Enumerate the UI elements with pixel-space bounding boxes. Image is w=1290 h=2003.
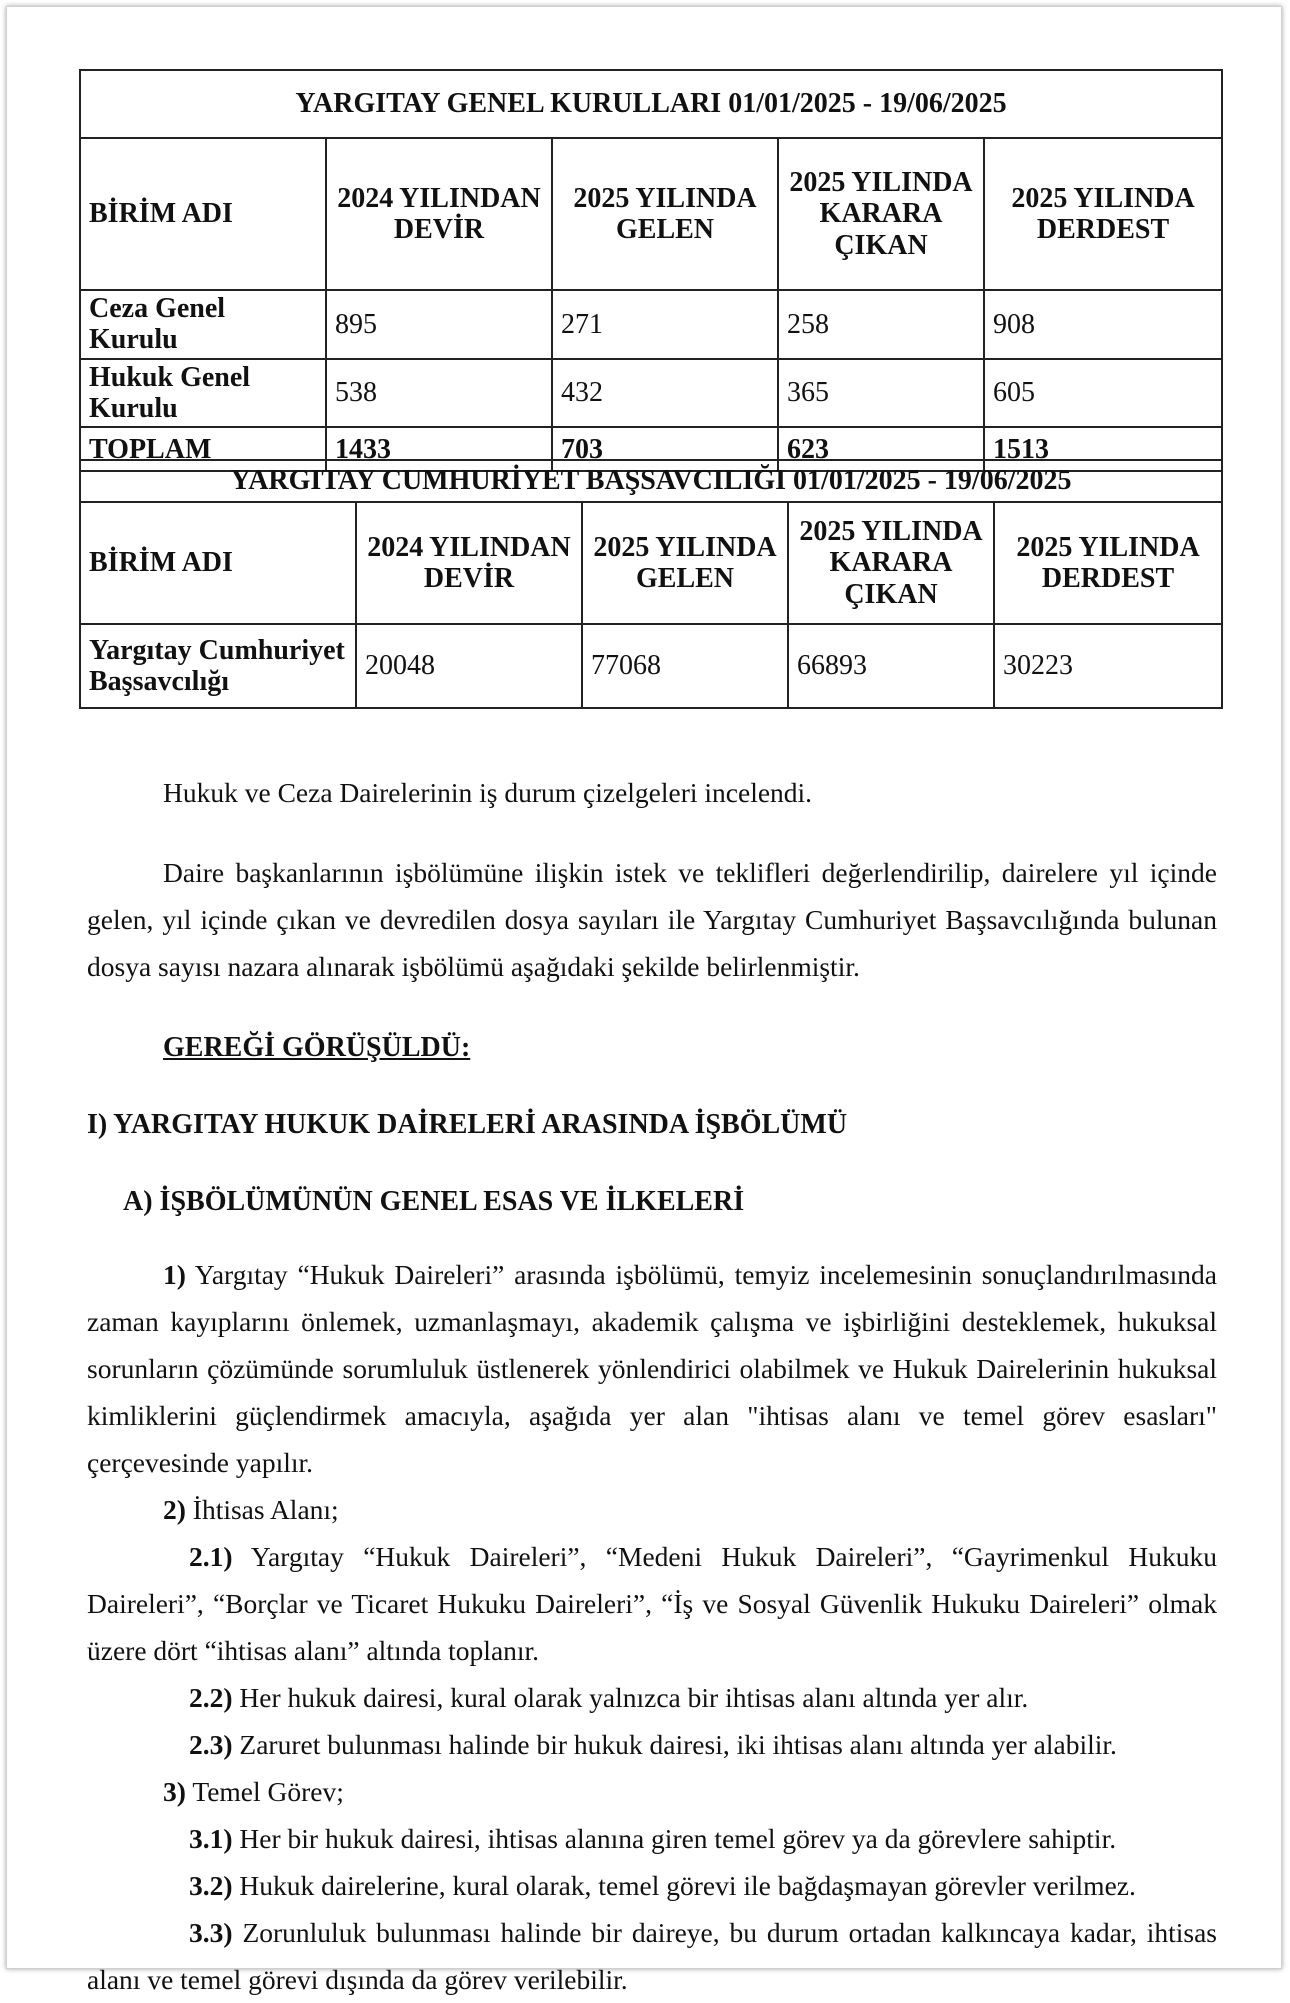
section-heading: I) YARGITAY HUKUK DAİRELERİ ARASINDA İŞBÖLÜMÜ — [87, 1109, 848, 1140]
document-page — [6, 6, 1282, 1995]
section-heading-underlined: GEREĞİ GÖRÜŞÜLDÜ: — [163, 1032, 471, 1063]
list-item — [87, 1486, 1217, 1533]
column-header: BİRİM ADI — [80, 138, 326, 290]
list-item — [87, 1721, 1217, 1768]
row-label: Yargıtay Cumhuriyet Başsavcılığı — [80, 624, 356, 708]
table-title: YARGITAY GENEL KURULLARI 01/01/2025 - 19/06/2025 — [80, 70, 1222, 138]
table-row — [80, 624, 1222, 708]
table-cell: 895 — [326, 290, 552, 359]
table-cell: 432 — [552, 359, 778, 428]
table-cell: 703 — [552, 427, 778, 471]
body-text — [87, 769, 1217, 2003]
row-label: TOPLAM — [80, 427, 326, 471]
table-cell: 77068 — [582, 624, 788, 708]
item-number: 2.1) — [189, 1541, 233, 1572]
item-number: 2) — [163, 1494, 186, 1525]
column-header: 2025 YILINDA KARARA ÇIKAN — [778, 138, 984, 290]
item-number: 2.3) — [189, 1729, 233, 1760]
table-cell: 1433 — [326, 427, 552, 471]
item-number: 3.1) — [189, 1823, 233, 1854]
list-item — [87, 1251, 1217, 1486]
item-number: 3.2) — [189, 1870, 233, 1901]
item-text: Her hukuk dairesi, kural olarak yalnızca bir ihtisas alanı altında yer alır. — [239, 1682, 1029, 1713]
table-cell: 271 — [552, 290, 778, 359]
table-cell: 365 — [778, 359, 984, 428]
table-cell: 538 — [326, 359, 552, 428]
list-item — [87, 1862, 1217, 1909]
row-label: Ceza Genel Kurulu — [80, 290, 326, 359]
item-number: 2.2) — [189, 1682, 233, 1713]
list-item — [87, 1768, 1217, 1815]
list-item — [87, 1815, 1217, 1862]
paragraph: Hukuk ve Ceza Dairelerinin iş durum çizelgeleri incelendi. — [163, 777, 813, 808]
item-number: 3) — [163, 1776, 186, 1807]
table-cell: 20048 — [356, 624, 582, 708]
column-header: 2025 YILINDA GELEN — [552, 138, 778, 290]
column-header: 2024 YILINDAN DEVİR — [356, 502, 582, 624]
item-number: 1) — [163, 1259, 186, 1290]
table-row — [80, 359, 1222, 428]
general-assemblies-table — [79, 69, 1223, 472]
table-cell: 1513 — [984, 427, 1222, 471]
column-header: 2025 YILINDA DERDEST — [984, 138, 1222, 290]
table-cell: 66893 — [788, 624, 994, 708]
table-cell: 908 — [984, 290, 1222, 359]
item-text: Yargıtay “Hukuk Daireleri”, “Medeni Hukuk Daireleri”, “Gayrimenkul Hukuku Daireleri”, “Borçlar ve Ticaret Hukuku Daireleri”, “İş ve Sosyal Güvenlik Hukuku Daireleri” olmak üzere dört “ihtisas alanı” altında toplanır. — [87, 1541, 1217, 1666]
column-header: 2025 YILINDA KARARA ÇIKAN — [788, 502, 994, 624]
item-text: Zaruret bulunması halinde bir hukuk dairesi, iki ihtisas alanı altında yer alabilir. — [239, 1729, 1117, 1760]
table-cell: 258 — [778, 290, 984, 359]
column-header: BİRİM ADI — [80, 502, 356, 624]
table-title: YARGITAY CUMHURİYET BAŞSAVCILIĞI 01/01/2025 - 19/06/2025 — [80, 460, 1222, 502]
item-text: İhtisas Alanı; — [192, 1494, 339, 1525]
row-label: Hukuk Genel Kurulu — [80, 359, 326, 428]
column-header: 2025 YILINDA GELEN — [582, 502, 788, 624]
item-text: Zorunluluk bulunması halinde bir daireye, bu durum ortadan kalkıncaya kadar, ihtisas alanı ve temel görevi dışında da görev verilebilir. — [87, 1917, 1217, 1995]
item-text: Hukuk dairelerine, kural olarak, temel görevi ile bağdaşmayan görevler verilmez. — [239, 1870, 1136, 1901]
subsection-heading: A) İŞBÖLÜMÜNÜN GENEL ESAS VE İLKELERİ — [123, 1186, 745, 1217]
table-cell: 623 — [778, 427, 984, 471]
table-cell: 30223 — [994, 624, 1222, 708]
table-row — [80, 290, 1222, 359]
list-item — [87, 1533, 1217, 1674]
table-cell: 605 — [984, 359, 1222, 428]
item-number: 3.3) — [189, 1917, 233, 1948]
item-text: Temel Görev; — [192, 1776, 344, 1807]
column-header: 2024 YILINDAN DEVİR — [326, 138, 552, 290]
column-header: 2025 YILINDA DERDEST — [994, 502, 1222, 624]
paragraph: Daire başkanlarının işbölümüne ilişkin istek ve teklifleri değerlendirilip, dairelere yıl içinde gelen, yıl içinde çıkan ve devredilen dosya sayıları ile Yargıtay Cumhuriyet Başsavcılığında bulunan dosya sayısı nazara alınarak işbölümü aşağıdaki şekilde belirlenmiştir. — [87, 857, 1217, 982]
list-item — [87, 1674, 1217, 1721]
item-text: Yargıtay “Hukuk Daireleri” arasında işbölümü, temyiz incelemesinin sonuçlandırılmasında zaman kayıplarını önlemek, uzmanlaşmayı, akademik çalışma ve işbirliğini desteklemek, hukuksal sorunların çözümünde sorumluluk üstlenerek yönlendirici olabilmek ve Hukuk Dairelerinin hukuksal kimliklerini güçlendirmek amacıyla, aşağıda yer alan "ihtisas alanı ve temel görev esasları" çerçevesinde yapılır. — [87, 1259, 1217, 1478]
prosecutor-office-table — [79, 459, 1223, 709]
list-item — [87, 1909, 1217, 2003]
item-text: Her bir hukuk dairesi, ihtisas alanına giren temel görev ya da görevlere sahiptir. — [239, 1823, 1117, 1854]
